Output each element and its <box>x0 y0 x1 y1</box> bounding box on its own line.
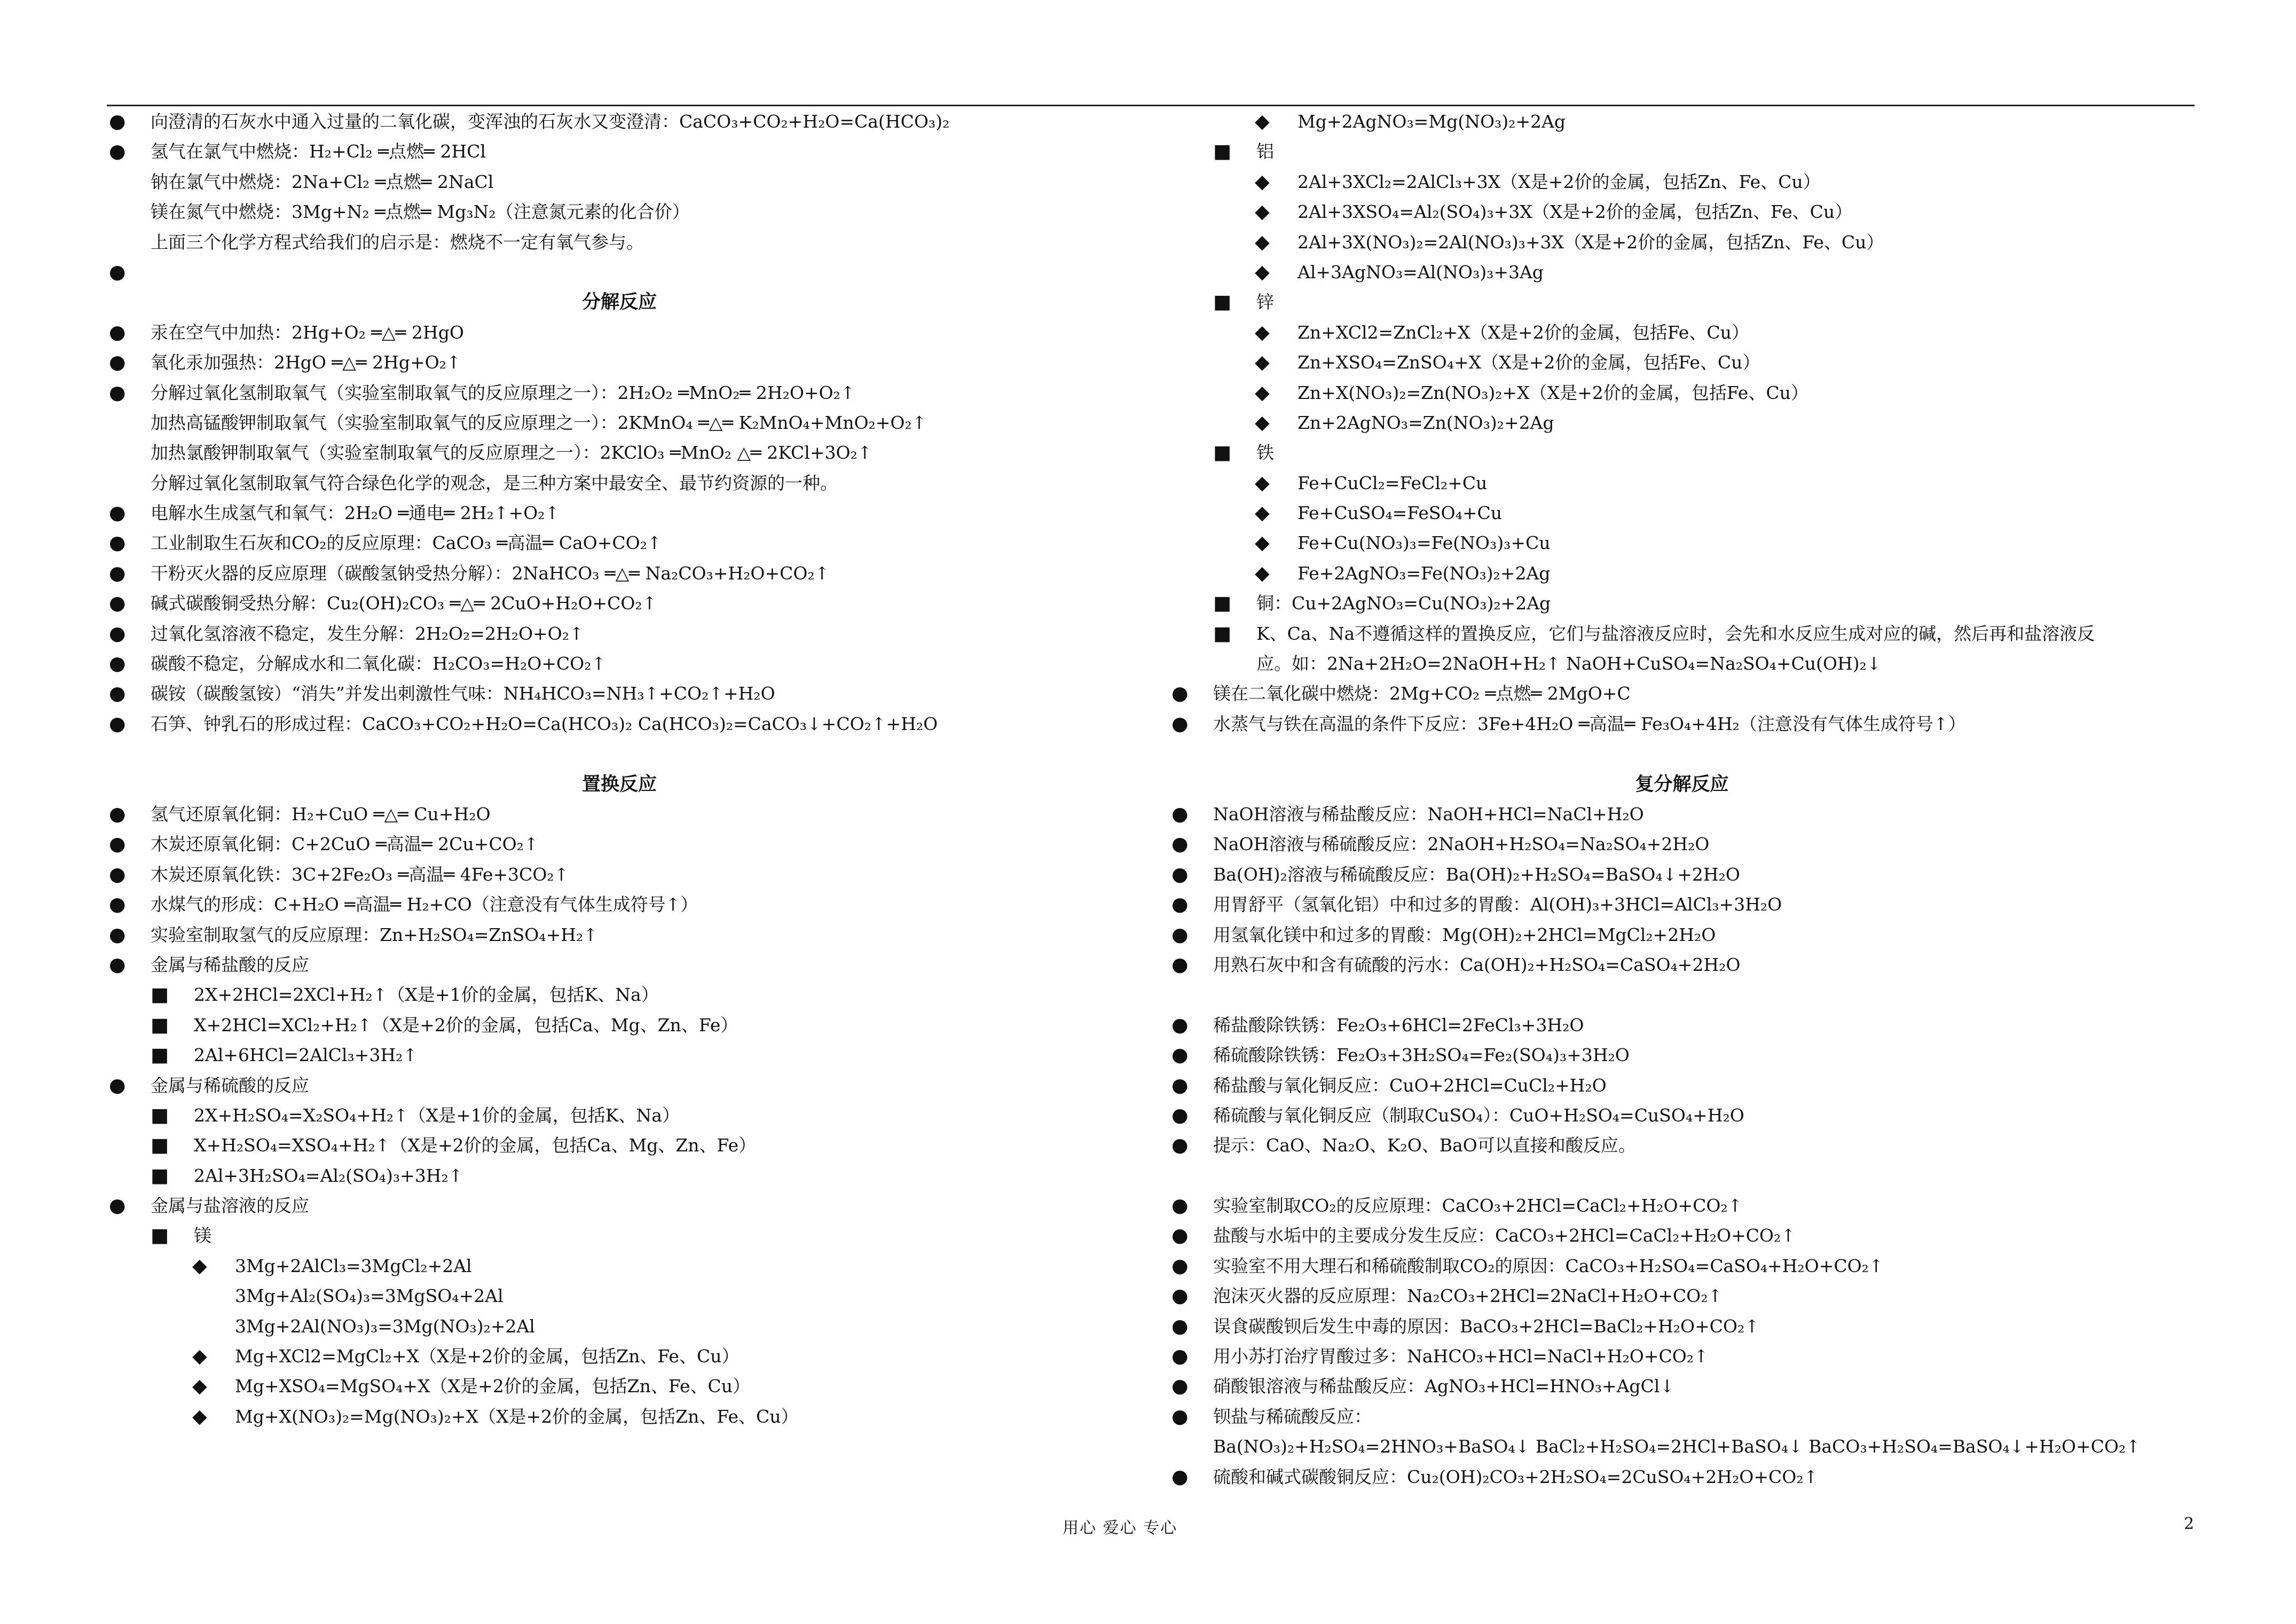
item-text: Zn+XSO₄=ZnSO₄+X（X是+2价的金属，包括Fe、Cu） <box>1298 352 1760 373</box>
section-heading: 置换反应 <box>581 773 657 795</box>
list-item <box>107 528 1132 558</box>
bullet-icon: ■ <box>1213 291 1232 313</box>
item-text: Zn+2AgNO₃=Zn(NO₃)₂+2Ag <box>1298 412 1554 433</box>
list-item <box>1169 1010 2195 1040</box>
bullet-icon: ● <box>109 833 126 856</box>
item-text: 碳铵（碳酸氢铵）“消失”并发出刺激性气味：NH₄HCO₃=NH₃↑+CO₂↑+H₂O <box>151 683 775 704</box>
bullet-icon: ◆ <box>1255 351 1270 374</box>
bullet-icon: ● <box>109 140 126 163</box>
item-text: 2X+2HCl=2XCl+H₂↑（X是+1价的金属，包括K、Na） <box>194 984 659 1006</box>
item-text: 用熟石灰中和含有硫酸的污水：Ca(OH)₂+H₂SO₄=CaSO₄+2H₂O <box>1213 954 1741 975</box>
list-item <box>107 348 1132 378</box>
list-item <box>107 1371 1132 1401</box>
bullet-icon: ● <box>1171 712 1189 735</box>
item-text: 加热高锰酸钾制取氧气（实验室制取氧气的反应原理之一）：2KMnO₄ ═△═ K₂MnO₄+MnO₂+O₂↑ <box>151 412 927 433</box>
bullet-icon: ● <box>109 803 126 825</box>
list-item <box>1169 408 2195 438</box>
list-item <box>107 950 1132 980</box>
list-item <box>1169 589 2195 618</box>
bullet-icon: ◆ <box>1255 111 1270 132</box>
list-item <box>1169 1371 2195 1401</box>
list-item <box>107 920 1132 950</box>
list-item <box>107 1161 1132 1191</box>
list-item <box>1169 829 2195 859</box>
item-text: 石笋、钟乳石的形成过程：CaCO₃+CO₂+H₂O=Ca(HCO₃)₂ Ca(HCO₃)₂=CaCO₃↓+CO₂↑+H₂O <box>151 713 938 734</box>
spacer <box>1169 1161 2195 1191</box>
item-text: 盐酸与水垢中的主要成分发生反应：CaCO₃+2HCl=CaCl₂+H₂O+CO₂↑ <box>1213 1225 1796 1246</box>
list-item <box>1169 1281 2195 1311</box>
bullet-icon: ● <box>1171 803 1189 825</box>
item-text: 钠在氯气中燃烧：2Na+Cl₂ ═点燃═ 2NaCl <box>151 171 494 192</box>
spacer <box>1169 980 2195 1010</box>
bullet-icon: ● <box>1171 1405 1189 1427</box>
item-text: 金属与稀盐酸的反应 <box>151 954 309 975</box>
bullet-icon: ◆ <box>1255 411 1270 434</box>
item-text: 电解水生成氢气和氧气：2H₂O ═通电═ 2H₂↑+O₂↑ <box>151 503 560 524</box>
list-item <box>107 589 1132 618</box>
list-item <box>107 257 1132 287</box>
list-item <box>107 1101 1132 1131</box>
bullet-icon: ● <box>109 562 126 584</box>
section-heading: 分解反应 <box>581 291 657 313</box>
item-text: 分解过氧化氢制取氧气符合绿色化学的观念，是三种方案中最安全、最节约资源的一种。 <box>151 472 838 493</box>
list-item <box>107 167 1132 197</box>
list-item <box>107 197 1132 227</box>
bullet-icon: ● <box>109 592 126 615</box>
item-text: 应。如：2Na+2H₂O=2NaOH+H₂↑ NaOH+CuSO₄=Na₂SO₄+Cu(OH)₂↓ <box>1256 653 1882 674</box>
item-text: 3Mg+2Al(NO₃)₃=3Mg(NO₃)₂+2Al <box>235 1315 535 1337</box>
list-item <box>107 649 1132 679</box>
list-item <box>107 1341 1132 1371</box>
list-item <box>1169 1040 2195 1070</box>
item-text: K、Ca、Na不遵循这样的置换反应，它们与盐溶液反应时，会先和水反应生成对应的碱，然后再和盐溶液反 <box>1256 623 2095 644</box>
item-text: 2X+H₂SO₄=X₂SO₄+H₂↑（X是+1价的金属，包括K、Na） <box>194 1104 680 1126</box>
list-item <box>107 107 1132 137</box>
list-item <box>1169 287 2195 317</box>
item-text: 镁在二氧化碳中燃烧：2Mg+CO₂ ═点燃═ 2MgO+C <box>1213 683 1631 704</box>
spacer <box>1169 739 2195 769</box>
list-item <box>1169 167 2195 197</box>
list-item <box>107 1281 1132 1311</box>
bullet-icon: ● <box>109 682 126 705</box>
right-column <box>1169 107 2195 1492</box>
bullet-icon: ◆ <box>1255 472 1270 494</box>
list-item <box>107 1071 1132 1101</box>
bullet-icon: ● <box>1171 1104 1189 1126</box>
item-text: 实验室制取CO₂的反应原理：CaCO₃+2HCl=CaCl₂+H₂O+CO₂↑ <box>1213 1195 1743 1217</box>
list-item <box>107 1402 1132 1432</box>
list-item <box>1169 920 2195 950</box>
spacer <box>107 739 1132 769</box>
list-item <box>1169 438 2195 468</box>
bullet-icon: ◆ <box>192 1345 207 1368</box>
list-item <box>1169 318 2195 348</box>
list-item <box>1169 1251 2195 1281</box>
bullet-icon: ◆ <box>1255 381 1270 404</box>
bullet-icon: ● <box>109 923 126 946</box>
item-text: Ba(OH)₂溶液与稀硫酸反应：Ba(OH)₂+H₂SO₄=BaSO₄↓+2H₂O <box>1213 864 1740 885</box>
item-text: 2Al+3X(NO₃)₂=2Al(NO₃)₃+3X（X是+2价的金属，包括Zn、Fe、Cu） <box>1298 231 1884 253</box>
item-text: 锌 <box>1256 292 1274 313</box>
item-text: 用小苏打治疗胃酸过多：NaHCO₃+HCl=NaCl+H₂O+CO₂↑ <box>1213 1346 1709 1367</box>
item-text: 硝酸银溶液与稀盐酸反应：AgNO₃+HCl=HNO₃+AgCl↓ <box>1213 1376 1674 1397</box>
bullet-icon: ● <box>1171 893 1189 916</box>
item-text: NaOH溶液与稀盐酸反应：NaOH+HCl=NaCl+H₂O <box>1213 803 1644 825</box>
list-item <box>107 1251 1132 1281</box>
bullet-icon: ● <box>1171 1254 1189 1277</box>
list-item <box>1169 619 2195 649</box>
item-text: 木炭还原氧化铁：3C+2Fe₂O₃ ═高温═ 4Fe+3CO₂↑ <box>151 864 569 885</box>
bullet-icon: ● <box>1171 1285 1189 1307</box>
list-item <box>1169 528 2195 558</box>
item-text: X+H₂SO₄=XSO₄+H₂↑（X是+2价的金属，包括Ca、Mg、Zn、Fe） <box>194 1135 757 1156</box>
bullet-icon: ● <box>109 261 126 283</box>
item-text: Fe+CuCl₂=FeCl₂+Cu <box>1298 472 1488 493</box>
item-text: Ba(NO₃)₂+H₂SO₄=2HNO₃+BaSO₄↓ BaCl₂+H₂SO₄=2HCl+BaSO₄↓ BaCO₃+H₂SO₄=BaSO₄↓+H₂O+CO₂↑ <box>1213 1436 2141 1457</box>
item-text: 汞在空气中加热：2Hg+O₂ ═△═ 2HgO <box>151 321 464 343</box>
bullet-icon: ■ <box>151 1044 169 1066</box>
item-text: 稀硫酸与氧化铜反应（制取CuSO₄）：CuO+H₂SO₄=CuSO₄+H₂O <box>1213 1104 1744 1126</box>
bullet-icon: ● <box>1171 1134 1189 1157</box>
bullet-icon: ◆ <box>192 1254 207 1277</box>
list-item <box>107 227 1132 257</box>
bullet-icon: ● <box>109 653 126 675</box>
item-text: 木炭还原氧化铜：C+2CuO ═高温═ 2Cu+CO₂↑ <box>151 834 539 855</box>
item-text: 铜：Cu+2AgNO₃=Cu(NO₃)₂+2Ag <box>1256 593 1551 614</box>
item-text: NaOH溶液与稀硫酸反应：2NaOH+H₂SO₄=Na₂SO₄+2H₂O <box>1213 834 1710 855</box>
list-item <box>107 860 1132 890</box>
list-item <box>107 799 1132 829</box>
item-text: 氧化汞加强热：2HgO ═△═ 2Hg+O₂↑ <box>151 352 461 373</box>
bullet-icon: ● <box>1171 1044 1189 1066</box>
item-text: 误食碳酸钡后发生中毒的原因：BaCO₃+2HCl=BaCl₂+H₂O+CO₂↑ <box>1213 1315 1759 1337</box>
item-text: 用氢氧化镁中和过多的胃酸：Mg(OH)₂+2HCl=MgCl₂+2H₂O <box>1213 924 1716 945</box>
list-item <box>1169 1221 2195 1251</box>
list-item <box>107 559 1132 589</box>
list-item <box>107 408 1132 438</box>
bullet-icon: ◆ <box>192 1375 207 1398</box>
item-text: Mg+2AgNO₃=Mg(NO₃)₂+2Ag <box>1298 111 1566 132</box>
item-text: 向澄清的石灰水中通入过量的二氧化碳，变浑浊的石灰水又变澄清：CaCO₃+CO₂+H₂O=Ca(HCO₃)₂ <box>151 111 950 132</box>
list-item <box>107 318 1132 348</box>
item-text: 3Mg+2AlCl₃=3MgCl₂+2Al <box>235 1255 472 1276</box>
bullet-icon: ● <box>109 953 126 976</box>
list-item <box>1169 197 2195 227</box>
item-text: 稀硫酸除铁锈：Fe₂O₃+3H₂SO₄=Fe₂(SO₄)₃+3H₂O <box>1213 1045 1630 1066</box>
item-text: 水蒸气与铁在高温的条件下反应：3Fe+4H₂O ═高温═ Fe₃O₄+4H₂（注意没有气体生成符号↑） <box>1213 713 1966 734</box>
bullet-icon: ◆ <box>1255 261 1270 283</box>
item-text: 氢气还原氧化铜：H₂+CuO ═△═ Cu+H₂O <box>151 803 491 825</box>
item-text: 用胃舒平（氢氧化铝）中和过多的胃酸：Al(OH)₃+3HCl=AlCl₃+3H₂O <box>1213 894 1782 915</box>
bullet-icon: ◆ <box>192 1405 207 1427</box>
bullet-icon: ◆ <box>1255 532 1270 554</box>
list-item <box>1169 860 2195 890</box>
bullet-icon: ● <box>109 1195 126 1217</box>
list-item <box>1169 257 2195 287</box>
list-item <box>1169 1432 2195 1462</box>
bullet-icon: ◆ <box>1255 201 1270 223</box>
item-text: Mg+X(NO₃)₂=Mg(NO₃)₂+X（X是+2价的金属，包括Zn、Fe、Cu） <box>235 1406 799 1427</box>
item-text: 分解过氧化氢制取氧气（实验室制取氧气的反应原理之一）：2H₂O₂ ═MnO₂═ 2H₂O+O₂↑ <box>151 382 855 403</box>
item-text: Fe+Cu(NO₃)₃=Fe(NO₃)₃+Cu <box>1298 532 1551 554</box>
item-text: 2Al+3XCl₂=2AlCl₃+3X（X是+2价的金属，包括Zn、Fe、Cu） <box>1298 171 1821 192</box>
bullet-icon: ● <box>1171 1315 1189 1337</box>
item-text: 碱式碳酸铜受热分解：Cu₂(OH)₂CO₃ ═△═ 2CuO+H₂O+CO₂↑ <box>151 593 657 614</box>
list-item <box>1169 1341 2195 1371</box>
list-item <box>1169 649 2195 679</box>
list-item <box>1169 1101 2195 1131</box>
item-text: 镁 <box>194 1225 211 1246</box>
bullet-icon: ● <box>109 893 126 916</box>
list-item <box>1169 1191 2195 1221</box>
item-text: Zn+XCl2=ZnCl₂+X（X是+2价的金属，包括Fe、Cu） <box>1298 321 1749 343</box>
list-item <box>1169 559 2195 589</box>
item-text: 2Al+3XSO₄=Al₂(SO₄)₃+3X（X是+2价的金属，包括Zn、Fe、Cu） <box>1298 201 1853 223</box>
list-item <box>1169 1131 2195 1160</box>
bullet-icon: ● <box>1171 1195 1189 1217</box>
list-item <box>1169 1071 2195 1101</box>
bullet-icon: ● <box>109 351 126 374</box>
bullet-icon: ◆ <box>1255 502 1270 524</box>
item-text: 实验室制取氢气的反应原理：Zn+H₂SO₄=ZnSO₄+H₂↑ <box>151 924 598 945</box>
list-item <box>1169 1402 2195 1432</box>
list-item <box>107 1191 1132 1221</box>
bullet-icon: ■ <box>151 984 169 1006</box>
bullet-icon: ● <box>1171 1345 1189 1368</box>
list-item <box>107 1040 1132 1070</box>
item-text: Mg+XCl2=MgCl₂+X（X是+2价的金属，包括Zn、Fe、Cu） <box>235 1346 740 1367</box>
page-number: 2 <box>2184 1515 2195 1533</box>
bullet-icon: ● <box>1171 1074 1189 1096</box>
item-text: 金属与盐溶液的反应 <box>151 1195 309 1217</box>
list-item <box>107 1131 1132 1160</box>
list-item <box>1169 890 2195 920</box>
list-item <box>107 378 1132 408</box>
bullet-icon: ● <box>1171 923 1189 946</box>
bullet-icon: ● <box>109 1074 126 1096</box>
bullet-icon: ◆ <box>1255 321 1270 343</box>
item-text: 加热氯酸钾制取氧气（实验室制取氧气的反应原理之一）：2KClO₃ ═MnO₂ △═ 2KCl+3O₂↑ <box>151 442 872 464</box>
list-item <box>1169 468 2195 498</box>
list-item <box>1169 709 2195 739</box>
list-item <box>1169 1312 2195 1341</box>
item-text: 硫酸和碱式碳酸铜反应：Cu₂(OH)₂CO₃+2H₂SO₄=2CuSO₄+2H₂O+CO₂↑ <box>1213 1466 1819 1487</box>
item-text: 金属与稀硫酸的反应 <box>151 1074 309 1096</box>
list-item <box>107 498 1132 528</box>
list-item <box>107 1312 1132 1341</box>
bullet-icon: ● <box>109 111 126 132</box>
bullet-icon: ■ <box>1213 140 1232 163</box>
bullet-icon: ◆ <box>1255 562 1270 584</box>
item-text: 稀盐酸除铁锈：Fe₂O₃+6HCl=2FeCl₃+3H₂O <box>1213 1014 1584 1035</box>
list-item <box>1169 498 2195 528</box>
item-text: Al+3AgNO₃=Al(NO₃)₃+3Ag <box>1298 261 1544 283</box>
list-item <box>1169 137 2195 167</box>
item-text: 铁 <box>1256 442 1274 464</box>
bullet-icon: ● <box>109 321 126 343</box>
item-text: Zn+X(NO₃)₂=Zn(NO₃)₂+X（X是+2价的金属，包括Fe、Cu） <box>1298 382 1809 403</box>
bullet-icon: ● <box>1171 1465 1189 1488</box>
bullet-icon: ■ <box>151 1134 169 1157</box>
item-text: 碳酸不稳定，分解成水和二氧化碳：H₂CO₃=H₂O+CO₂↑ <box>151 653 607 674</box>
bullet-icon: ■ <box>1213 442 1232 464</box>
left-column <box>107 107 1132 1432</box>
list-item <box>1169 107 2195 137</box>
item-text: 实验室不用大理石和稀硫酸制取CO₂的原因：CaCO₃+H₂SO₄=CaSO₄+H₂O+CO₂↑ <box>1213 1255 1884 1276</box>
list-item <box>1169 227 2195 257</box>
item-text: 过氧化氢溶液不稳定，发生分解：2H₂O₂=2H₂O+O₂↑ <box>151 623 584 644</box>
item-text: 上面三个化学方程式给我们的启示是：燃烧不一定有氧气参与。 <box>151 231 644 253</box>
item-text: 钡盐与稀硫酸反应： <box>1213 1406 1372 1427</box>
bullet-icon: ■ <box>151 1164 169 1187</box>
list-item <box>1169 950 2195 980</box>
section-heading: 复分解反应 <box>1635 773 1729 795</box>
item-text: 干粉灭火器的反应原理（碳酸氢钠受热分解）：2NaHCO₃ ═△═ Na₂CO₃+H₂O+CO₂↑ <box>151 562 830 584</box>
list-item <box>1169 348 2195 378</box>
item-text: X+2HCl=XCl₂+H₂↑（X是+2价的金属，包括Ca、Mg、Zn、Fe） <box>194 1014 738 1035</box>
item-text: 泡沫灭火器的反应原理：Na₂CO₃+2HCl=2NaCl+H₂O+CO₂↑ <box>1213 1285 1723 1307</box>
item-text: Fe+2AgNO₃=Fe(NO₃)₂+2Ag <box>1298 562 1551 584</box>
bullet-icon: ● <box>109 622 126 645</box>
list-item <box>107 890 1132 920</box>
bullet-icon: ● <box>1171 1225 1189 1247</box>
list-item <box>107 438 1132 468</box>
item-text: 稀盐酸与氧化铜反应：CuO+2HCl=CuCl₂+H₂O <box>1213 1074 1607 1096</box>
list-item <box>107 829 1132 859</box>
bullet-icon: ● <box>109 502 126 524</box>
list-item <box>1169 378 2195 408</box>
item-text: Fe+CuSO₄=FeSO₄+Cu <box>1298 503 1502 524</box>
list-item <box>107 137 1132 167</box>
list-item <box>1169 679 2195 709</box>
item-text: 水煤气的形成：C+H₂O ═高温═ H₂+CO（注意没有气体生成符号↑） <box>151 894 698 915</box>
item-text: 铝 <box>1256 141 1274 162</box>
bullet-icon: ◆ <box>1255 170 1270 193</box>
bullet-icon: ● <box>1171 1375 1189 1398</box>
list-item <box>1169 1462 2195 1492</box>
bullet-icon: ● <box>1171 863 1189 885</box>
header-rule <box>107 105 2195 106</box>
bullet-icon: ● <box>109 532 126 554</box>
item-text: 2Al+6HCl=2AlCl₃+3H₂↑ <box>194 1045 418 1066</box>
item-text: 镁在氮气中燃烧：3Mg+N₂ ═点燃═ Mg₃N₂（注意氮元素的化合价） <box>151 201 690 223</box>
bullet-icon: ■ <box>1213 592 1232 615</box>
bullet-icon: ● <box>1171 682 1189 705</box>
item-text: 氢气在氯气中燃烧：H₂+Cl₂ ═点燃═ 2HCl <box>151 141 486 162</box>
bullet-icon: ● <box>1171 833 1189 856</box>
bullet-icon: ● <box>109 381 126 404</box>
list-item <box>107 468 1132 498</box>
footer-text: 用心 爱心 专心 <box>1063 1519 1178 1537</box>
bullet-icon: ● <box>1171 953 1189 976</box>
item-text: Mg+XSO₄=MgSO₄+X（X是+2价的金属，包括Zn、Fe、Cu） <box>235 1376 750 1397</box>
bullet-icon: ■ <box>151 1104 169 1126</box>
bullet-icon: ● <box>109 712 126 735</box>
bullet-icon: ● <box>109 863 126 885</box>
bullet-icon: ■ <box>151 1225 169 1247</box>
item-text: 提示：CaO、Na₂O、K₂O、BaO可以直接和酸反应。 <box>1213 1135 1636 1156</box>
item-text: 2Al+3H₂SO₄=Al₂(SO₄)₃+3H₂↑ <box>194 1165 463 1186</box>
bullet-icon: ■ <box>1213 622 1232 645</box>
bullet-icon: ● <box>1171 1014 1189 1036</box>
list-item <box>107 709 1132 739</box>
list-item <box>107 1010 1132 1040</box>
item-text: 工业制取生石灰和CO₂的反应原理：CaCO₃ ═高温═ CaO+CO₂↑ <box>151 532 662 554</box>
bullet-icon: ◆ <box>1255 231 1270 253</box>
item-text: 3Mg+Al₂(SO₄)₃=3MgSO₄+2Al <box>235 1285 504 1307</box>
list-item <box>107 1221 1132 1251</box>
list-item <box>107 679 1132 709</box>
list-item <box>107 980 1132 1010</box>
bullet-icon: ■ <box>151 1014 169 1036</box>
list-item <box>107 619 1132 649</box>
list-item <box>1169 799 2195 829</box>
